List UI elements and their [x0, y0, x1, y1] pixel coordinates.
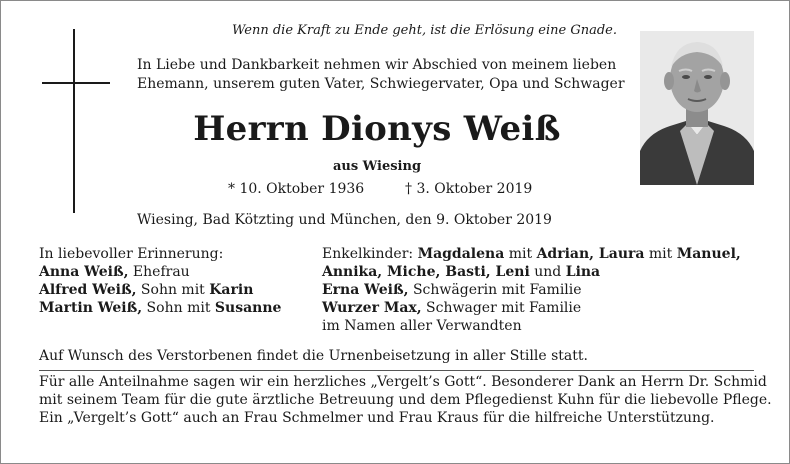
grandchildren-line	[322, 245, 741, 263]
family-member-row	[322, 281, 741, 299]
deceased-name: Herrn Dionys Weiß	[193, 109, 561, 149]
thanks-text	[39, 373, 772, 427]
grandchild-name: Adrian, Laura	[536, 246, 645, 262]
birth-date: * 10. Oktober 1936	[228, 181, 365, 197]
family-member-row	[39, 281, 281, 299]
place-and-date: Wiesing, Bad Kötzting und München, den 9. Oktober 2019	[137, 212, 552, 228]
connector-text: mit	[504, 246, 537, 262]
intro-line: Ehemann, unserem guten Vater, Schwiegervater, Opa und Schwager	[137, 76, 625, 92]
grandchildren-line	[322, 263, 741, 281]
family-member-row	[39, 263, 281, 281]
member-relation: Ehefrau	[128, 264, 190, 280]
hometown: aus Wiesing	[332, 159, 422, 174]
burial-notice: Auf Wunsch des Verstorbenen findet die Urnenbeisetzung in aller Stille statt.	[39, 348, 588, 364]
grandchild-name: Annika, Miche, Basti, Leni	[322, 264, 530, 280]
member-name: Martin Weiß,	[39, 300, 143, 316]
family-member-row	[39, 299, 281, 317]
connector-text: und	[529, 264, 566, 280]
grandchild-name: Lina	[565, 264, 601, 280]
intro-line: In Liebe und Dankbarkeit nehmen wir Abschied von meinem lieben	[137, 57, 617, 73]
family-right-column	[322, 245, 741, 335]
grandchild-name: Magdalena	[417, 246, 505, 262]
portrait-illustration	[640, 31, 754, 185]
grandchild-name: Manuel,	[676, 246, 741, 262]
partner-name: Susanne	[214, 300, 282, 316]
divider	[39, 370, 754, 371]
member-relation: Sohn mit	[136, 282, 210, 298]
family-left-column	[39, 245, 281, 317]
member-relation: Sohn mit	[142, 300, 215, 316]
partner-name: Karin	[209, 282, 254, 298]
cross-vertical-bar	[73, 29, 75, 213]
member-relation: Schwager mit Familie	[421, 300, 582, 316]
intro-text	[137, 56, 625, 94]
connector-text: mit	[644, 246, 677, 262]
family-member-row	[322, 299, 741, 317]
thanks-line: Ein „Vergelt’s Gott“ auch an Frau Schmelmer und Frau Kraus für die hilfreiche Unterstützung.	[39, 410, 715, 426]
member-name: Alfred Weiß,	[39, 282, 137, 298]
thanks-line: Für alle Anteilnahme sagen wir ein herzliches „Vergelt’s Gott“. Besonderer Dank an Herrn Dr. Schmid	[39, 374, 767, 390]
member-relation: Schwägerin mit Familie	[408, 282, 582, 298]
thanks-line: mit seinem Team für die gute ärztliche Betreuung und dem Pflegedienst Kuhn für die liebevolle Pflege.	[39, 392, 772, 408]
relatives-line: im Namen aller Verwandten	[322, 318, 522, 334]
motto: Wenn die Kraft zu Ende geht, ist die Erlösung eine Gnade.	[231, 23, 617, 38]
member-name: Wurzer Max,	[322, 300, 422, 316]
member-name: Erna Weiß,	[322, 282, 409, 298]
death-date: † 3. Oktober 2019	[405, 181, 533, 197]
portrait-photo	[640, 31, 754, 185]
remembrance-heading: In liebevoller Erinnerung:	[39, 246, 224, 262]
grandchildren-label: Enkelkinder:	[322, 246, 418, 262]
cross-horizontal-bar	[42, 82, 110, 84]
member-name: Anna Weiß,	[39, 264, 129, 280]
